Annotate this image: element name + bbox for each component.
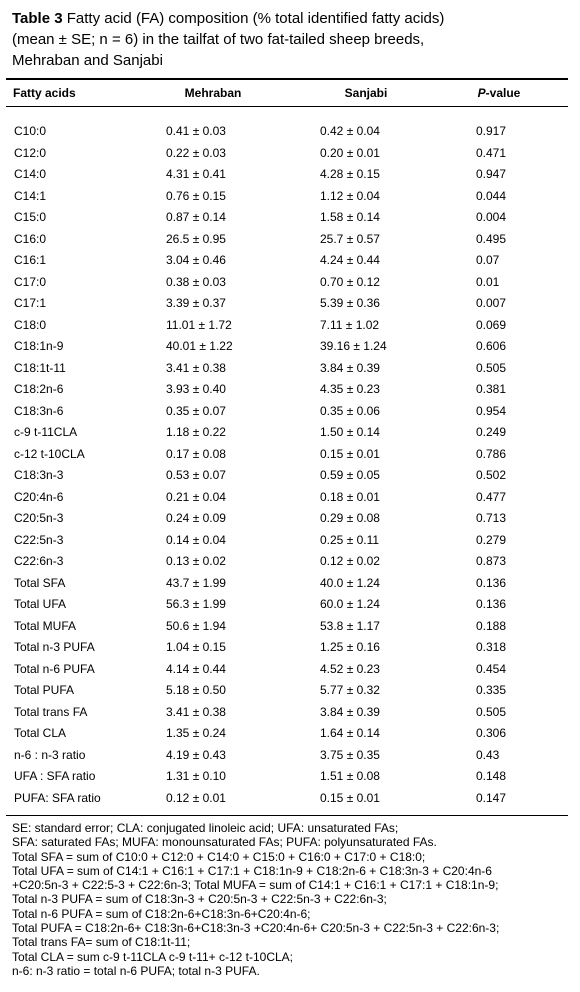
footnote-line: Total PUFA = C18:2n-6+ C18:3n-6+C18:3n-3 +C20:4n-6+ C20:5n-3 + C22:5n-3 + C22:6n-3; [12,921,500,936]
table-row [0,315,580,337]
sanjabi-cell: 4.28 ± 0.15 [320,167,380,181]
table-row [0,229,580,251]
fatty-acid-cell: C10:0 [14,124,47,138]
sanjabi-cell: 0.59 ± 0.05 [320,468,380,482]
fatty-acid-cell: Total trans FA [14,704,88,719]
p-value-cell: 0.873 [476,554,507,568]
mehraban-cell: 43.7 ± 1.99 [166,575,226,590]
sanjabi-cell: 4.24 ± 0.44 [320,253,380,267]
sanjabi-cell: 5.39 ± 0.36 [320,296,380,310]
sanjabi-cell: 0.70 ± 0.12 [320,274,380,289]
p-value-cell: 0.454 [476,661,507,676]
mehraban-cell: 0.41 ± 0.03 [166,124,226,138]
table-row [0,788,580,810]
p-value-cell: 0.07 [476,253,500,267]
footnote-line: SFA: saturated FAs; MUFA: monounsaturated FAs; PUFA: polyunsaturated FAs. [12,835,437,850]
mehraban-cell: 0.87 ± 0.14 [166,210,226,224]
fatty-acid-cell: Total n-3 PUFA [14,640,95,654]
header-p-value [458,86,540,100]
header-mehraban: Mehraban [184,86,242,100]
fatty-acid-cell: UFA : SFA ratio [14,769,96,783]
mehraban-cell: 3.93 ± 0.40 [166,382,226,396]
mehraban-cell: 0.22 ± 0.03 [166,145,226,160]
table-body [0,121,580,809]
mehraban-cell: 26.5 ± 0.95 [166,231,226,246]
p-value-cell: 0.786 [476,446,507,461]
mehraban-cell: 0.13 ± 0.02 [166,554,226,568]
fatty-acid-cell: C17:0 [14,274,47,289]
table-footnotes [12,821,578,978]
sanjabi-cell: 1.51 ± 0.08 [320,769,380,783]
table-row [0,637,580,659]
sanjabi-cell: 53.8 ± 1.17 [320,618,380,633]
sanjabi-cell: 3.84 ± 0.39 [320,360,380,375]
fatty-acid-cell: PUFA: SFA ratio [14,790,101,805]
caption-line-1 [12,8,572,29]
mehraban-cell: 1.35 ± 0.24 [166,726,226,740]
table-label: Table 3 [12,10,63,27]
table-row [0,293,580,315]
p-value-cell: 0.606 [476,339,507,353]
mehraban-cell: 50.6 ± 1.94 [166,618,226,633]
sanjabi-cell: 0.15 ± 0.01 [320,446,380,461]
p-value-cell: 0.01 [476,274,500,289]
footnote-line: SE: standard error; CLA: conjugated linoleic acid; UFA: unsaturated FAs; [12,821,399,835]
p-value-cell: 0.306 [476,726,507,740]
mehraban-cell: 5.18 ± 0.50 [166,683,226,697]
sanjabi-cell: 0.12 ± 0.02 [320,554,380,568]
sanjabi-cell: 0.42 ± 0.04 [320,124,380,138]
fatty-acid-cell: C22:5n-3 [14,532,64,547]
table-row [0,422,580,444]
table-row [0,745,580,767]
mehraban-cell: 0.53 ± 0.07 [166,468,226,482]
footnote-line: Total CLA = sum c-9 t-11CLA c-9 t-11+ c-12 t-10CLA; [12,949,294,964]
fatty-acid-cell: Total PUFA [14,683,75,697]
p-value-cell: 0.495 [476,231,507,246]
table-row [0,594,580,616]
mehraban-cell: 1.04 ± 0.15 [166,640,226,654]
fatty-acid-cell: C18:2n-6 [14,382,64,396]
fatty-acid-cell: n-6 : n-3 ratio [14,747,86,762]
sanjabi-cell: 4.35 ± 0.23 [320,382,380,396]
p-value-cell: 0.136 [476,597,507,611]
table-row [0,186,580,208]
fatty-acid-cell: C16:0 [14,231,47,246]
fatty-acid-cell: C20:5n-3 [14,511,64,525]
sanjabi-cell: 60.0 ± 1.24 [320,597,380,611]
p-value-cell: 0.381 [476,382,507,396]
mehraban-cell: 40.01 ± 1.22 [166,339,233,353]
sanjabi-cell: 0.15 ± 0.01 [320,790,380,805]
table-row [0,465,580,487]
sanjabi-cell: 40.0 ± 1.24 [320,575,380,590]
header-rule [6,106,568,107]
mehraban-cell: 1.18 ± 0.22 [166,425,226,439]
fatty-acid-cell: C18:3n-3 [14,468,64,482]
fatty-acid-cell: Total CLA [14,726,67,740]
header-sanjabi: Sanjabi [344,86,388,100]
table-row [0,551,580,573]
mehraban-cell: 4.14 ± 0.44 [166,661,226,676]
header-p-rest: -value [485,86,521,100]
p-value-cell: 0.947 [476,167,507,181]
p-value-cell: 0.917 [476,124,507,138]
fatty-acid-cell: Total UFA [14,597,67,611]
caption-text: Fatty acid (FA) composition (% total identified fatty acids) [62,10,445,27]
sanjabi-cell: 1.25 ± 0.16 [320,640,380,654]
p-value-cell: 0.471 [476,145,507,160]
table-row [0,143,580,165]
footnote-line: Total SFA = sum of C10:0 + C12:0 + C14:0 + C15:0 + C16:0 + C17:0 + C18:0; [12,849,426,864]
p-value-cell: 0.477 [476,489,507,504]
top-rule [6,78,568,80]
p-value-cell: 0.502 [476,468,507,482]
header-p-italic: P [477,86,486,100]
table-row [0,659,580,681]
mehraban-cell: 4.31 ± 0.41 [166,167,226,181]
table-row [0,530,580,552]
p-value-cell: 0.148 [476,769,507,783]
bottom-rule [6,815,568,816]
fatty-acid-cell: C20:4n-6 [14,489,64,504]
sanjabi-cell: 0.18 ± 0.01 [320,489,380,504]
p-value-cell: 0.136 [476,575,507,590]
sanjabi-cell: 3.84 ± 0.39 [320,704,380,719]
table-caption [12,8,572,71]
mehraban-cell: 56.3 ± 1.99 [166,597,226,611]
footnote-line: Total n-3 PUFA = sum of C18:3n-3 + C20:5n-3 + C22:5n-3 + C22:6n-3; [12,892,387,907]
table-row [0,379,580,401]
table-row [0,164,580,186]
fatty-acid-cell: C17:1 [14,296,47,310]
sanjabi-cell: 0.35 ± 0.06 [320,403,380,418]
sanjabi-cell: 1.12 ± 0.04 [320,188,380,203]
fatty-acid-cell: C14:0 [14,167,47,181]
p-value-cell: 0.147 [476,790,507,805]
fatty-acid-cell: C18:3n-6 [14,403,64,418]
mehraban-cell: 4.19 ± 0.43 [166,747,226,762]
fatty-acid-cell: C18:1t-11 [14,360,66,375]
fatty-acid-cell: Total MUFA [14,618,77,633]
fatty-acid-cell: C22:6n-3 [14,554,64,568]
mehraban-cell: 0.38 ± 0.03 [166,274,226,289]
p-value-cell: 0.954 [476,403,507,418]
mehraban-cell: 0.24 ± 0.09 [166,511,226,525]
mehraban-cell: 3.04 ± 0.46 [166,253,226,267]
sanjabi-cell: 1.64 ± 0.14 [320,726,380,740]
fatty-acid-cell: C15:0 [14,210,47,224]
caption-line-2: (mean ± SE; n = 6) in the tailfat of two fat-tailed sheep breeds, [12,31,425,48]
mehraban-cell: 0.21 ± 0.04 [166,489,226,504]
footnote-line: Total trans FA= sum of C18:1t-11; [12,935,191,950]
mehraban-cell: 0.14 ± 0.04 [166,532,226,547]
footnote-line: Total UFA = sum of C14:1 + C16:1 + C17:1 + C18:1n-9 + C18:2n-6 + C18:3n-3 + C20:4n-6 [12,863,492,878]
footnote-line: n-6: n-3 ratio = total n-6 PUFA; total n-3 PUFA. [12,963,260,978]
sanjabi-cell: 3.75 ± 0.35 [320,747,380,762]
p-value-cell: 0.318 [476,640,507,654]
table-row [0,444,580,466]
mehraban-cell: 3.41 ± 0.38 [166,704,226,719]
fatty-acid-cell: C12:0 [14,145,47,160]
caption-line-3: Mehraban and Sanjabi [12,52,163,69]
p-value-cell: 0.007 [476,296,507,310]
table-row [0,121,580,143]
fatty-acid-cell: Total SFA [14,575,66,590]
p-value-cell: 0.188 [476,618,507,633]
table-row [0,766,580,788]
mehraban-cell: 3.39 ± 0.37 [166,296,226,310]
sanjabi-cell: 0.25 ± 0.11 [320,532,380,547]
mehraban-cell: 0.17 ± 0.08 [166,446,226,461]
fatty-acid-cell: C18:0 [14,317,47,332]
fatty-acid-cell: Total n-6 PUFA [14,661,95,676]
sanjabi-cell: 0.20 ± 0.01 [320,145,380,160]
p-value-cell: 0.43 [476,747,500,762]
table-row [0,358,580,380]
fatty-acid-cell: C16:1 [14,253,47,267]
p-value-cell: 0.505 [476,360,507,375]
table-row [0,272,580,294]
table-row [0,207,580,229]
mehraban-cell: 0.12 ± 0.01 [166,790,226,805]
fatty-acid-cell: C18:1n-9 [14,339,64,353]
sanjabi-cell: 0.29 ± 0.08 [320,511,380,525]
sanjabi-cell: 5.77 ± 0.32 [320,683,380,697]
p-value-cell: 0.249 [476,425,507,439]
sanjabi-cell: 7.11 ± 1.02 [320,317,380,332]
sanjabi-cell: 1.58 ± 0.14 [320,210,380,224]
table-row [0,336,580,358]
header-fatty-acids: Fatty acids [13,86,76,100]
p-value-cell: 0.004 [476,210,507,224]
sanjabi-cell: 25.7 ± 0.57 [320,231,380,246]
table-row [0,680,580,702]
table-row [0,487,580,509]
mehraban-cell: 0.76 ± 0.15 [166,188,226,203]
mehraban-cell: 11.01 ± 1.72 [166,317,232,332]
mehraban-cell: 3.41 ± 0.38 [166,360,226,375]
table-row [0,702,580,724]
footnote-line: +C20:5n-3 + C22:5-3 + C22:6n-3; Total MUFA = sum of C14:1 + C16:1 + C17:1 + C18:1n-9; [12,878,499,893]
sanjabi-cell: 1.50 ± 0.14 [320,425,380,439]
p-value-cell: 0.713 [476,511,507,525]
p-value-cell: 0.044 [476,188,507,203]
p-value-cell: 0.335 [476,683,507,697]
table-row [0,616,580,638]
p-value-cell: 0.505 [476,704,507,719]
fatty-acid-cell: C14:1 [14,188,47,203]
fatty-acid-cell: c-9 t-11CLA [14,425,78,439]
sanjabi-cell: 39.16 ± 1.24 [320,339,387,353]
table-row [0,723,580,745]
p-value-cell: 0.279 [476,532,507,547]
mehraban-cell: 1.31 ± 0.10 [166,769,226,783]
table-row [0,250,580,272]
fatty-acid-cell: c-12 t-10CLA [14,446,85,461]
table-row [0,508,580,530]
table-row [0,401,580,423]
mehraban-cell: 0.35 ± 0.07 [166,403,226,418]
p-value-cell: 0.069 [476,317,507,332]
footnote-line: Total n-6 PUFA = sum of C18:2n-6+C18:3n-6+C20:4n-6; [12,906,311,921]
table-row [0,573,580,595]
sanjabi-cell: 4.52 ± 0.23 [320,661,380,676]
